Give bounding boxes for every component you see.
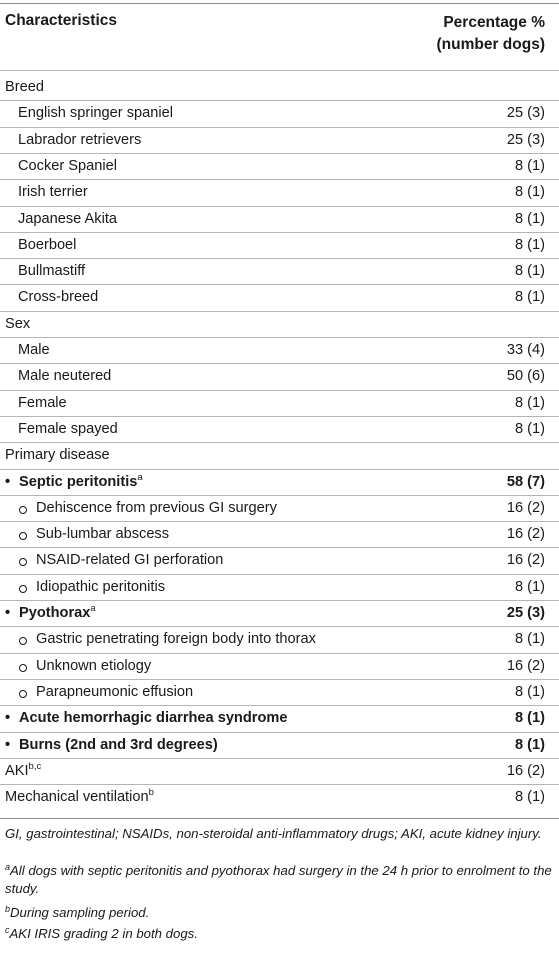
bullet-icon: • <box>5 736 11 753</box>
row-value: 8 (1) <box>514 578 545 595</box>
row-label-superscript: b,c <box>28 760 42 772</box>
row-label <box>19 710 287 726</box>
table-row <box>0 259 559 285</box>
row-value: 8 (1) <box>514 420 545 437</box>
row-label-text: Mechanical ventilation <box>5 789 149 806</box>
table-row <box>0 575 559 601</box>
row-label-text: Cross-breed <box>18 289 99 306</box>
row-value: 8 (1) <box>514 184 545 201</box>
row-label-superscript: a <box>90 603 96 614</box>
row-label <box>19 605 96 621</box>
row-value: 16 (2) <box>506 762 545 779</box>
row-label-superscript: a <box>137 471 143 483</box>
row-value: 25 (3) <box>506 605 545 621</box>
hollow-bullet-icon <box>19 690 27 698</box>
header-percentage <box>437 12 546 56</box>
header-percentage-line2: (number dogs) <box>436 36 545 53</box>
row-label <box>36 658 151 674</box>
row-label-text: Acute hemorrhagic diarrhea syndrome <box>19 710 288 727</box>
row-label-text: Sex <box>5 315 31 332</box>
row-label <box>18 132 141 148</box>
row-value: 16 (2) <box>506 499 545 516</box>
row-value: 8 (1) <box>514 210 545 227</box>
row-value: 25 (3) <box>506 131 545 148</box>
row-value: 8 (1) <box>514 289 545 306</box>
table-row <box>0 417 559 443</box>
footnote-a <box>5 862 553 898</box>
row-label-text: Japanese Akita <box>18 210 117 227</box>
footnote-a-mark: a <box>5 862 11 872</box>
row-label <box>5 79 44 95</box>
row-label <box>18 237 76 253</box>
row-label <box>36 500 277 516</box>
row-value: 8 (1) <box>514 236 545 253</box>
row-label <box>18 289 98 305</box>
footnote-c-mark: c <box>5 925 10 935</box>
row-value: 8 (1) <box>514 710 545 727</box>
row-value: 16 (2) <box>506 657 545 674</box>
row-label-text: Boerboel <box>18 236 77 253</box>
header-percentage-line1: Percentage % <box>443 14 545 31</box>
row-value: 58 (7) <box>506 473 545 490</box>
bullet-icon: • <box>5 473 11 490</box>
row-label-text: Septic peritonitis <box>19 473 138 490</box>
row-label <box>36 552 223 568</box>
table-row <box>0 391 559 417</box>
row-value: 8 (1) <box>514 683 545 700</box>
table-row <box>0 128 559 154</box>
row-label <box>18 342 50 358</box>
table-row <box>0 207 559 233</box>
row-label <box>18 105 173 121</box>
table-row <box>0 75 559 101</box>
row-label-text: Male <box>18 342 50 358</box>
row-label <box>36 631 316 647</box>
table-row <box>0 522 559 548</box>
row-label <box>18 395 67 411</box>
table-row <box>0 680 559 706</box>
row-label <box>36 579 165 595</box>
row-label-text: Female spayed <box>18 420 118 437</box>
row-label-text: AKI <box>5 762 29 779</box>
row-label <box>18 263 85 279</box>
row-label-text: Breed <box>5 79 44 95</box>
row-label-text: Dehiscence from previous GI surgery <box>36 499 277 516</box>
table-row <box>0 785 559 811</box>
table-top-rule <box>0 3 559 4</box>
table-row <box>0 154 559 180</box>
row-label-text: Cocker Spaniel <box>18 157 117 174</box>
row-label <box>18 368 111 384</box>
row-value: 8 (1) <box>514 394 545 411</box>
row-label-text: NSAID-related GI perforation <box>36 552 224 569</box>
row-value: 8 (1) <box>514 263 545 280</box>
row-label <box>5 316 30 332</box>
row-value: 8 (1) <box>514 631 545 648</box>
header-bottom-rule <box>0 70 559 71</box>
hollow-bullet-icon <box>19 585 27 593</box>
bullet-icon: • <box>5 605 11 621</box>
table-row <box>0 759 559 785</box>
row-label <box>5 447 110 463</box>
footnote-a-text: All dogs with septic peritonitis and pyothorax had surgery in the 24 h prior to enrolment to the study. <box>5 863 552 896</box>
table-row <box>0 364 559 390</box>
footnote-c <box>5 925 553 943</box>
table-row <box>0 654 559 680</box>
footnote-b-text: During sampling period. <box>10 905 150 920</box>
table-row <box>0 470 559 496</box>
row-value: 16 (2) <box>506 552 545 569</box>
row-label-text: Gastric penetrating foreign body into thorax <box>36 631 316 648</box>
hollow-bullet-icon <box>19 637 27 645</box>
row-value: 8 (1) <box>514 789 545 806</box>
row-label-text: Burns (2nd and 3rd degrees) <box>19 736 218 753</box>
table-row <box>0 312 559 338</box>
table-row <box>0 601 559 627</box>
row-value: 8 (1) <box>514 157 545 174</box>
row-label-text: Sub-lumbar abscess <box>36 526 170 543</box>
row-label <box>19 737 218 753</box>
footnote-b <box>5 904 553 922</box>
row-label <box>18 184 88 200</box>
row-label <box>19 471 143 490</box>
table-row <box>0 706 559 732</box>
row-label-text: Labrador retrievers <box>18 131 142 148</box>
table-row <box>0 548 559 574</box>
row-label-superscript: b <box>148 787 154 799</box>
row-label <box>18 211 117 227</box>
footnote-b-mark: b <box>5 904 11 914</box>
row-label <box>5 789 154 805</box>
row-label-text: Idiopathic peritonitis <box>36 578 165 595</box>
row-value: 33 (4) <box>506 342 545 358</box>
row-label-text: Female <box>18 394 67 411</box>
row-value: 25 (3) <box>506 105 545 122</box>
footnote-abbreviations: GI, gastrointestinal; NSAIDs, non-steroidal anti-inflammatory drugs; AKI, acute kidney injury. <box>5 826 542 841</box>
table-row <box>0 338 559 364</box>
row-label-text: Pyothorax <box>19 605 91 621</box>
hollow-bullet-icon <box>19 532 27 540</box>
row-label <box>36 526 169 542</box>
row-label-text: Primary disease <box>5 447 110 464</box>
table-row <box>0 180 559 206</box>
table-row <box>0 733 559 759</box>
bullet-icon: • <box>5 710 11 727</box>
table-row <box>0 627 559 653</box>
row-label-text: Irish terrier <box>18 184 88 201</box>
row-value: 50 (6) <box>506 368 545 385</box>
row-label <box>36 684 193 700</box>
row-label <box>5 760 42 779</box>
table-row <box>0 496 559 522</box>
table-row <box>0 443 559 469</box>
table-row <box>0 101 559 127</box>
row-label-text: Bullmastiff <box>18 263 86 280</box>
row-label <box>18 421 118 437</box>
table-row <box>0 233 559 259</box>
table-row <box>0 285 559 311</box>
row-label-text: English springer spaniel <box>18 105 173 122</box>
hollow-bullet-icon <box>19 506 27 514</box>
row-label-text: Male neutered <box>18 368 112 385</box>
table-bottom-rule <box>0 818 559 819</box>
hollow-bullet-icon <box>19 558 27 566</box>
hollow-bullet-icon <box>19 664 27 672</box>
row-value: 16 (2) <box>506 526 545 543</box>
row-label-text: Unknown etiology <box>36 657 152 674</box>
row-label-text: Parapneumonic effusion <box>36 683 194 700</box>
row-label <box>18 158 117 174</box>
row-value: 8 (1) <box>514 736 545 753</box>
footnote-c-text: AKI IRIS grading 2 in both dogs. <box>9 926 198 941</box>
header-characteristics: Characteristics <box>5 12 118 29</box>
